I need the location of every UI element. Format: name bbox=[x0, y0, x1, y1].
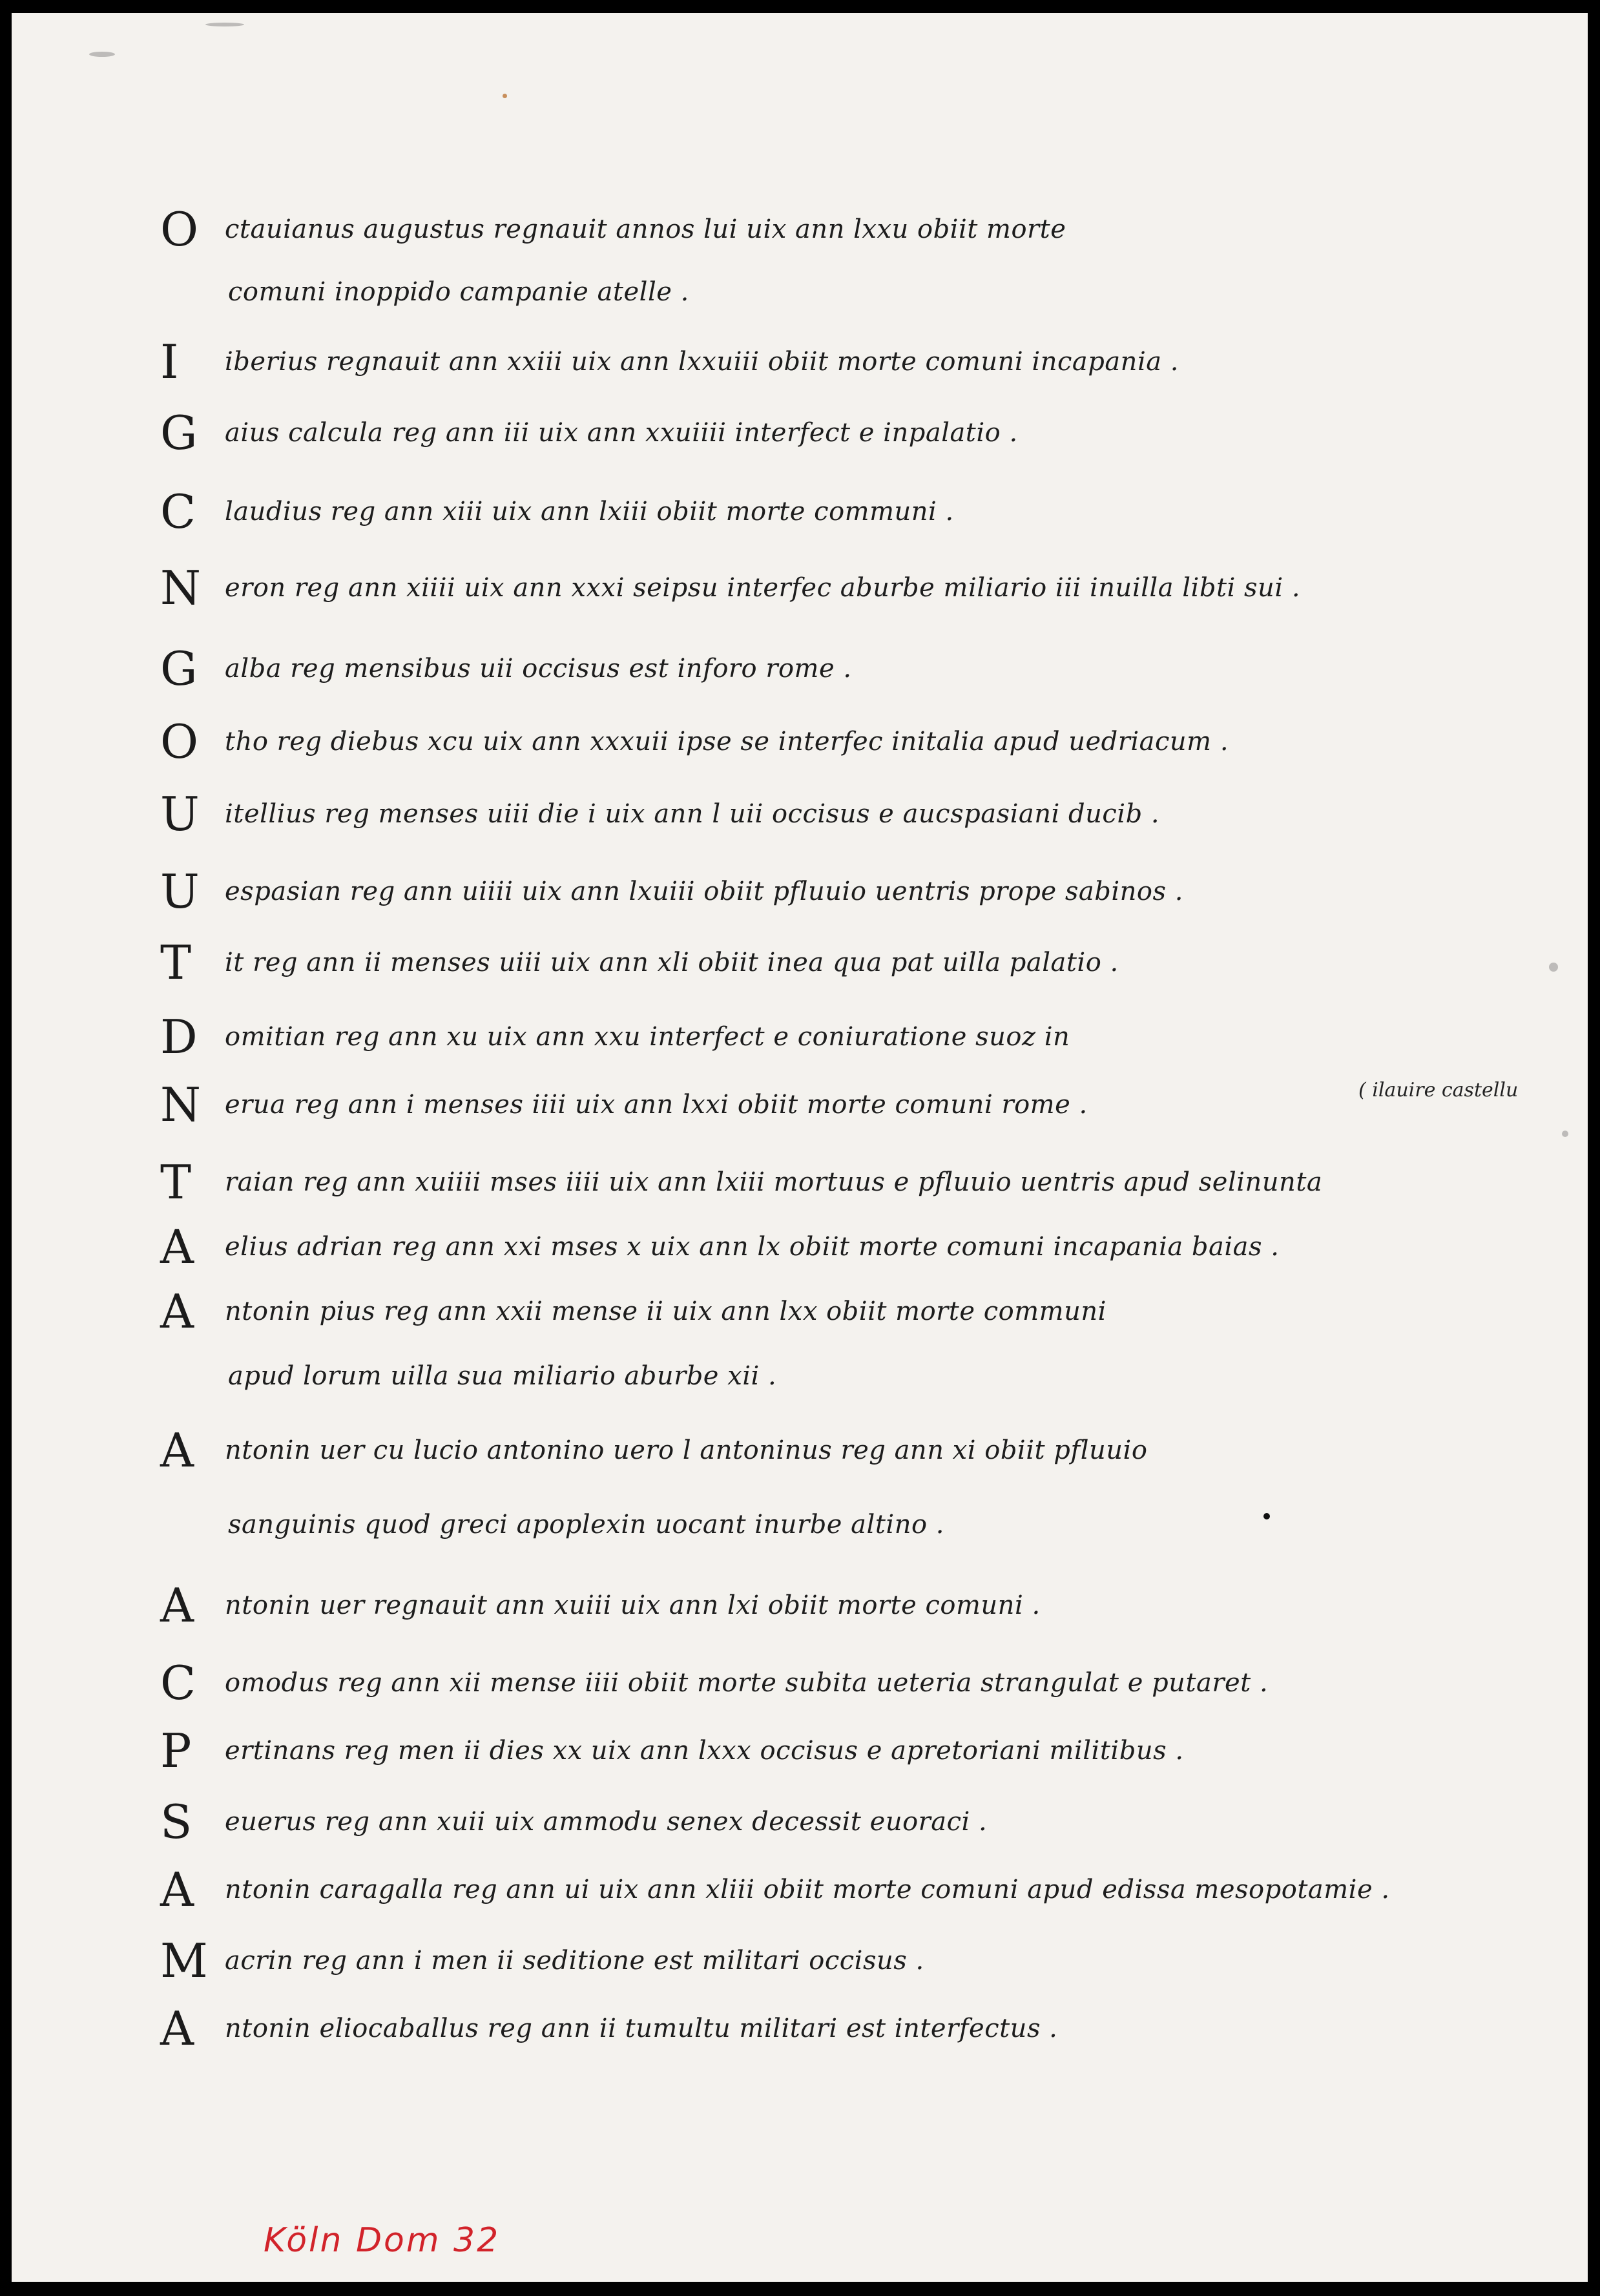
line-text: tho reg diebus xcu uix ann xxxuii ipse se interfec initalia apud uedriacum . bbox=[225, 727, 1229, 757]
text-line bbox=[12, 1928, 1588, 2006]
line-text: alba reg mensibus uii occisus est inforo rome . bbox=[225, 654, 852, 684]
line-text: apud lorum uilla sua miliario aburbe xii . bbox=[228, 1361, 777, 1391]
line-text: ntonin caragalla reg ann ui uix ann xliii obiit morte comuni apud edissa mesopotamie . bbox=[225, 1875, 1390, 1905]
line-text: euerus reg ann xuii uix ammodu senex decessit euoraci . bbox=[225, 1807, 988, 1837]
text-line bbox=[12, 1492, 1588, 1570]
line-text: it reg ann ii menses uiii uix ann xli obiit inea qua pat uilla palatio . bbox=[225, 948, 1119, 977]
line-text: aius calcula reg ann iii uix ann xxuiiii interfect e inpalatio . bbox=[225, 418, 1018, 448]
line-text: omitian reg ann xu uix ann xxu interfect e coniuratione suoz in bbox=[225, 1022, 1070, 1052]
line-initial: C bbox=[160, 1656, 196, 1710]
line-initial: A bbox=[160, 1284, 194, 1339]
line-initial: M bbox=[160, 1934, 208, 1988]
marginal-gloss: ( ilauire castellu bbox=[1358, 1079, 1519, 1101]
line-initial: P bbox=[160, 1724, 192, 1778]
text-line bbox=[12, 556, 1588, 633]
line-initial: T bbox=[160, 935, 192, 990]
line-initial: O bbox=[160, 202, 199, 256]
text-line bbox=[12, 782, 1588, 859]
line-initial: U bbox=[160, 864, 200, 919]
line-text: ntonin uer regnauit ann xuiii uix ann lxi obiit morte comuni . bbox=[225, 1591, 1041, 1620]
line-initial: A bbox=[160, 1423, 194, 1477]
text-line bbox=[12, 479, 1588, 557]
text-line bbox=[12, 1344, 1588, 1421]
line-text: espasian reg ann uiiii uix ann lxuiii obiit pfluuio uentris prope sabinos . bbox=[225, 877, 1183, 906]
text-line bbox=[12, 1857, 1588, 1935]
line-text: eron reg ann xiiii uix ann xxxi seipsu interfec aburbe miliario iii inuilla libti sui . bbox=[225, 573, 1301, 603]
line-initial: A bbox=[160, 1578, 194, 1633]
text-line bbox=[12, 930, 1588, 1008]
line-text: omodus reg ann xii mense iiii obiit morte subita ueteria strangulat e putaret . bbox=[225, 1668, 1269, 1698]
text-line bbox=[12, 1651, 1588, 1728]
line-text: itellius reg menses uiii die i uix ann l uii occisus e aucspasiani ducib . bbox=[225, 799, 1160, 829]
line-text: ctauianus augustus regnauit annos lui uix ann lxxu obiit morte bbox=[225, 214, 1066, 244]
text-line bbox=[12, 1790, 1588, 1867]
line-initial: N bbox=[160, 1078, 201, 1132]
line-initial: S bbox=[160, 1795, 192, 1849]
line-initial: D bbox=[160, 1010, 198, 1064]
line-text: laudius reg ann xiii uix ann lxiii obiit morte communi . bbox=[225, 497, 954, 527]
line-initial: A bbox=[160, 1220, 194, 1274]
line-text: elius adrian reg ann xxi mses x uix ann lx obiit morte comuni incapania baias . bbox=[225, 1232, 1280, 1262]
text-line bbox=[12, 1573, 1588, 1651]
text-line bbox=[12, 636, 1588, 714]
line-text: raian reg ann xuiiii mses iiii uix ann lxiii mortuus e pfluuio uentris apud selinunta bbox=[225, 1167, 1323, 1197]
line-initial: U bbox=[160, 787, 200, 841]
line-text: ntonin uer cu lucio antonino uero l antoninus reg ann xi obiit pfluuio bbox=[225, 1435, 1148, 1465]
line-initial: G bbox=[160, 642, 198, 696]
line-text: comuni inoppido campanie atelle . bbox=[228, 277, 689, 307]
line-initial: T bbox=[160, 1155, 192, 1209]
text-line bbox=[12, 1072, 1588, 1150]
text-line bbox=[12, 859, 1588, 937]
text-line bbox=[12, 709, 1588, 787]
text-line bbox=[12, 1418, 1588, 1496]
line-text: ntonin eliocaballus reg ann ii tumultu militari est interfectus . bbox=[225, 2014, 1058, 2043]
manuscript-page bbox=[12, 13, 1588, 2282]
ink-dot bbox=[1263, 1513, 1270, 1519]
line-text: ertinans reg men ii dies xx uix ann lxxx occisus e apretoriani militibus . bbox=[225, 1736, 1184, 1766]
line-initial: A bbox=[160, 2001, 194, 2056]
text-line bbox=[12, 1005, 1588, 1082]
text-line bbox=[12, 1718, 1588, 1796]
line-text: sanguinis quod greci apoplexin uocant inurbe altino . bbox=[228, 1510, 944, 1539]
line-text: erua reg ann i menses iiii uix ann lxxi obiit morte comuni rome . bbox=[225, 1090, 1088, 1120]
line-initial: O bbox=[160, 715, 199, 769]
line-initial: G bbox=[160, 406, 198, 460]
line-initial: N bbox=[160, 561, 201, 615]
text-line bbox=[12, 260, 1588, 337]
line-initial: I bbox=[160, 335, 179, 389]
line-text: acrin reg ann i men ii seditione est militari occisus . bbox=[225, 1946, 924, 1976]
line-text: ntonin pius reg ann xxii mense ii uix ann lxx obiit morte communi bbox=[225, 1297, 1106, 1326]
text-line bbox=[12, 329, 1588, 407]
text-line bbox=[12, 401, 1588, 478]
text-line bbox=[12, 1996, 1588, 2074]
line-text: iberius regnauit ann xxiii uix ann lxxuiii obiit morte comuni incapania . bbox=[225, 347, 1179, 377]
shelfmark-note: Köln Dom 32 bbox=[264, 2221, 501, 2260]
line-initial: A bbox=[160, 1863, 194, 1917]
line-initial: C bbox=[160, 485, 196, 539]
